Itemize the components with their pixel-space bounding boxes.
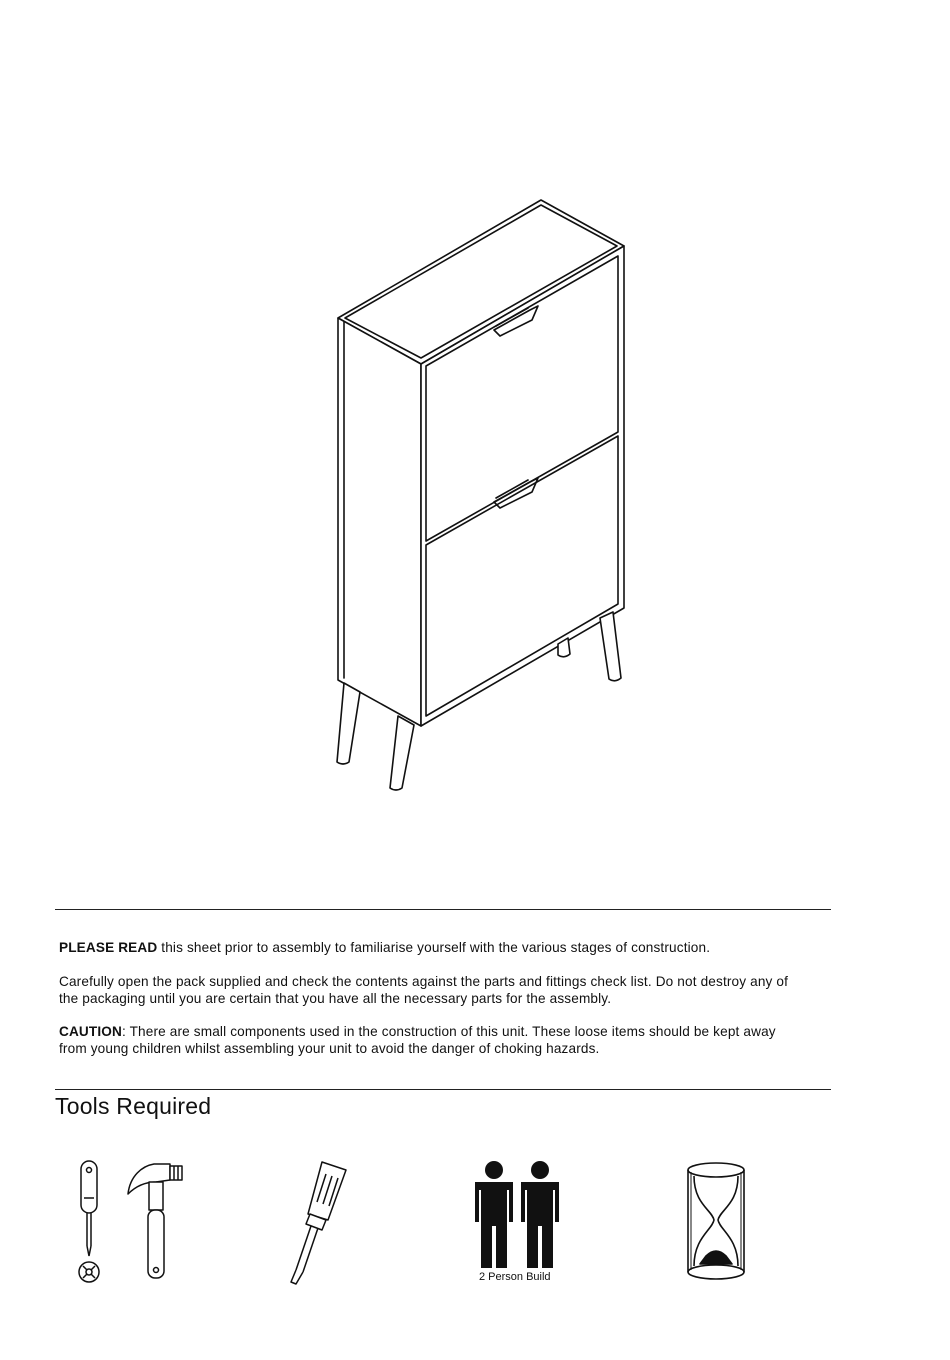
hammer-icon bbox=[124, 1160, 190, 1282]
cross-head-screwdriver-icon bbox=[74, 1158, 106, 1286]
caution-label: CAUTION bbox=[59, 1024, 122, 1039]
caution-text: CAUTION: There are small components used in the construction of this unit. These loose items should be kept away from young children whilst assembling your unit to avoid the danger of choking hazards. bbox=[59, 1024, 776, 1056]
please-read-text: PLEASE READ this sheet prior to assembly to familiarise yourself with the various stages of construction. bbox=[59, 940, 711, 955]
check-contents-text: Carefully open the pack supplied and check the contents against the parts and fittings check list. Do not destroy any of the packaging until you are certain that you have all the necessary parts for the assembly. bbox=[59, 974, 789, 1006]
divider-bottom bbox=[55, 1089, 831, 1090]
please-read-label: PLEASE READ bbox=[59, 940, 158, 955]
shoe-cabinet-illustration bbox=[300, 190, 660, 800]
flat-head-screwdriver-icon bbox=[282, 1158, 354, 1288]
divider-top bbox=[55, 909, 831, 910]
hourglass-icon bbox=[682, 1160, 750, 1284]
two-person-icon bbox=[472, 1160, 564, 1270]
tools-heading: Tools Required bbox=[55, 1093, 212, 1119]
two-person-label: 2 Person Build bbox=[479, 1271, 551, 1283]
